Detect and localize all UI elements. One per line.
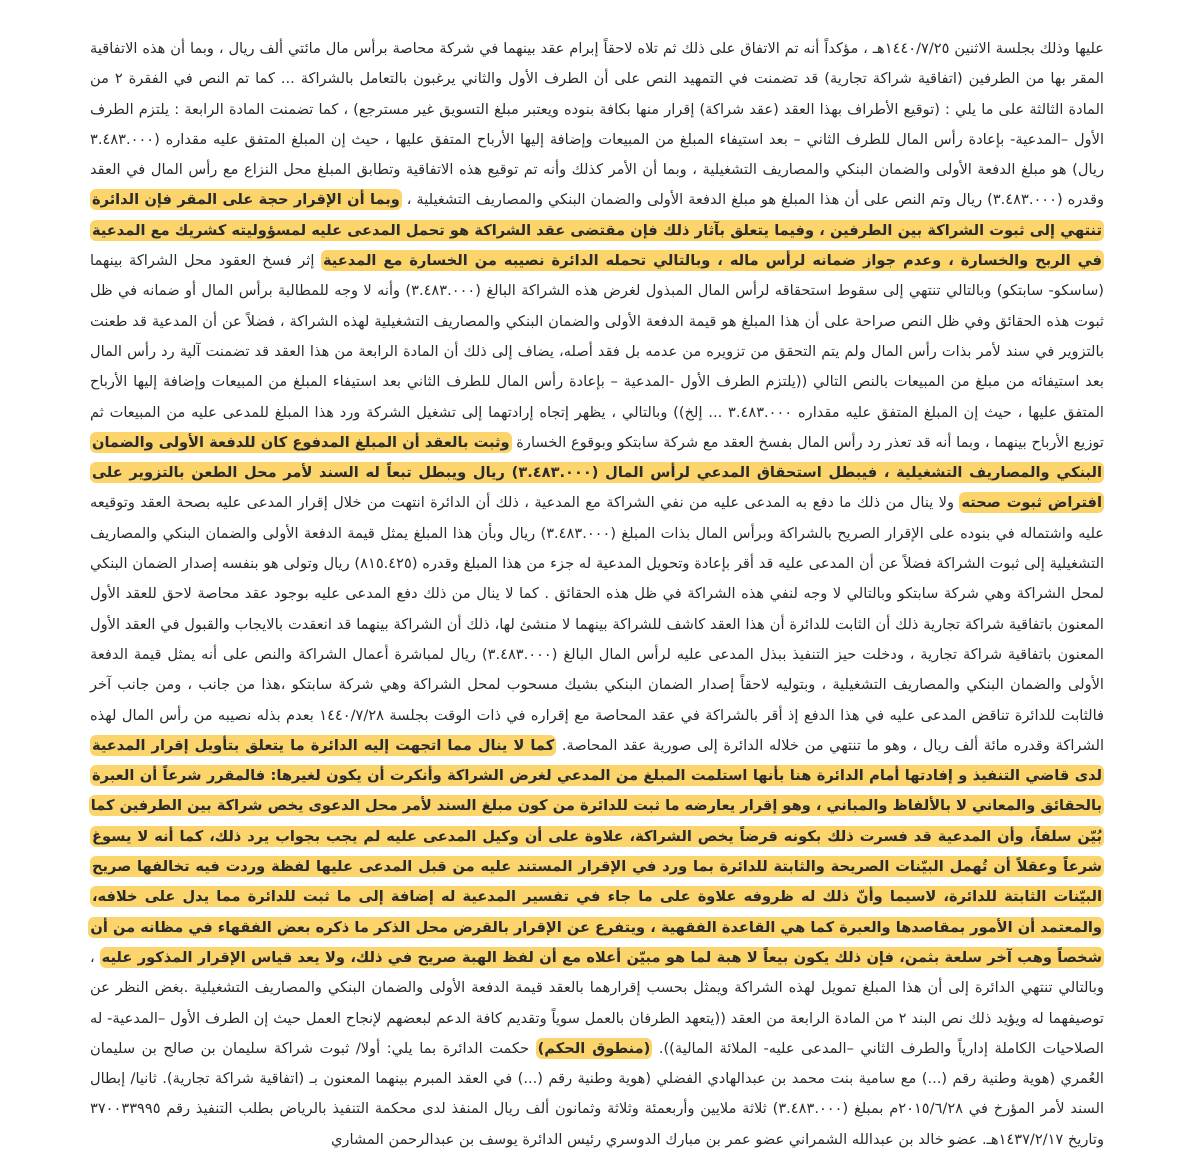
body-text-2: إثر فسخ العقود محل الشراكة بينهما (ساسكو- سابتكو) وبالتالي تنتهي إلى سقوط استحقاقه لرأس المال المبذول لغرض هذه الشراكة البالغ (٣.٤٨٣.٠٠٠) وأنه لا وجه للمطالبة برأس المال أو ضمانه في ظل ثبوت هذه الحقائق وفي ظل النص صراحة على أن هذا المبلغ هو قيمة الدفعة الأولى والضمان البنكي والمصاريف التشغيلية لهذه الشراكة ، فضلاً عن أن المدعية قد طعنت بالتزوير في سند لأمر بذات رأس المال ولم يتم التحقق من تزويره من عدمه بل فقد أصله، يضاف إلى ذلك أن المادة الرابعة من هذا العقد قد تضمنت آلية رد رأس المال بعد استيفائه من مبلغ من المبيعات بالنص التالي ((يلتزم الطرف الأول -المدعية – بإعادة رأس المال للطرف الثاني بعد استيفاء المبلغ من المبيعات وإضافة إليها الأرباح المتفق عليها ، حيث إن المبلغ المتفق عليه مقداره ٣.٤٨٣.٠٠٠ ... إلخ)) وبالتالي ، يظهر إتجاه إرادتهما إلى تشغيل الشركة ورد هذا المبلغ للمدعى عليه من المبيعات ثم توزيع الأرباح بينهما ، وبما أنه قد تعذر رد رأس المال بفسخ العقد مع شركة سابتكو وبوقوع الخسارة	[90, 252, 1104, 451]
body-text-4: ، وبالتالي تنتهي الدائرة إلى أن هذا المبلغ تمويل لهذه الشراكة ويمثل بحسب إقرارهما بالعقد قيمة الدفعة الأولى والضمان البنكي والمصاريف التشغيلية .بغض النظر عن توصيفهما له ويؤيد ذلك نص البند ٢ من المادة الرابعة من العقد ((يتعهد الطرفان بالعمل سوياً وتقديم كافة الدعم لبعضهم لإنجاح العمل حيث إن الطرف الأول –المدعية- له الصلاحيات الكاملة إدارياً والطرف الثاني –المدعى عليه- الملائة المالية)).	[90, 948, 1104, 1057]
body-text-5: حكمت الدائرة بما يلي: أولا/ ثبوت شراكة سليمان بن صالح بن سليمان العُمري (هوية وطنية رقم (...) مع سامية بنت محمد بن عبدالهادي الفضلي (هوية وطنية رقم (...) في العقد المبرم بينهما المعنون بـ (اتفاقية شراكة تجارية). ثانيا/ إبطال السند لأمر المؤرخ في ٢٠١٥/٦/٢٨م بمبلغ (٣.٤٨٣.٠٠٠) ثلاثة ملايين وأربعمئة وثلاثة وثمانون ألف ريال المنفذ لدى محكمة التنفيذ بالرياض بطلب التنفيذ رقم ٣٧٠٠٣٣٩٩٥ وتاريخ ١٤٣٧/٢/١٧هـ. عضو خالد بن عبدالله الشمراني عضو عمر بن مبارك الدوسري رئيس الدائرة يوسف بن عبدالرحمن المشاري	[90, 1039, 1104, 1148]
highlighted-passage-1: وبما أن الإقرار حجة على المقر فإن الدائرة تنتهي إلى ثبوت الشراكة بين الطرفين ، وفيما يتعلق بآثار ذلك فإن مقتضى عقد الشراكة هو تحمل المدعى عليه لمسؤوليته كشريك مع المدعية في الربح والخسارة ، وعدم جواز ضمانه لرأس ماله ، وبالتالي تحمله الدائرة نصيبه من الخسارة مع المدعية	[92, 191, 1102, 270]
highlighted-ruling-heading: (منطوق الحكم)	[537, 1039, 651, 1057]
body-text-3: ولا ينال من ذلك ما دفع به المدعى عليه من نفي الشراكة مع المدعية ، ذلك أن الدائرة انتهت من خلال إقرار المدعى عليه بصحة العقد وتوقيعه عليه واشتماله في بنوده على الإقرار الصريح بالشراكة وبرأس المال بذات المبلغ (٣.٤٨٣.٠٠٠) ريال وبأن هذا المبلغ يمثل قيمة الدفعة الأولى والضمان البنكي والمصاريف التشغيلية إلى ثبوت الشراكة فضلاً عن أن المدعى عليه قد أقر بإعادة وتحويل المدعية له جزء من هذا المبلغ وقدره (٨١٥.٤٢٥) ريال وتولى هو بنفسه إصدار الضمان البنكي لمحل الشراكة وهي شركة سابتكو وبالتالي لا وجه لنفي هذه الشراكة في ظل هذه الحقائق . كما لا ينال من ذلك دفع المدعى عليه بوجود عقد محاصة لاحق للعقد الأول المعنون باتفاقية شراكة تجارية ذلك أن الثابت للدائرة أن هذا العقد كاشف للشراكة بينهما لا منشئ لها، ذلك أن الشراكة بينهما قد انعقدت بالايجاب والقبول في العقد الأول المعنون باتفاقية شراكة تجارية ، ودخلت حيز التنفيذ ببذل المدعى عليه لرأس المال البالغ (٣.٤٨٣.٠٠٠) ريال لمباشرة أعمال الشراكة والنص على أنه يمثل قيمة الدفعة الأولى والضمان البنكي والمصاريف التشغيلية ، وبتوليه لاحقاً إصدار الضمان البنكي بشيك مسحوب لمحل الشراكة وهي شركة سابتكو ،هذا من جانب ، ومن جانب آخر فالثابت للدائرة تناقض المدعى عليه في هذا الدفع إذ أقر بالشراكة في عقد المحاصة مع إقراره في ذات الوقت بجلسة ١٤٤٠/٧/٢٨ بعدم بذله نصيبه من رأس المال لهذه الشراكة وقدره مائة ألف ريال ، وهو ما تنتهي من خلاله الدائرة إلى صورية عقد المحاصة.	[90, 494, 1104, 754]
body-text-1: عليها وذلك بجلسة الاثنين ١٤٤٠/٧/٢٥هـ ، مؤكداً أنه تم الاتفاق على ذلك ثم تلاه لاحقاً إبرام عقد بينهما في شركة محاصة برأس مال مائتي ألف ريال ، وبما أن هذه الاتفاقية المقر بها من الطرفين (اتفاقية شراكة تجارية) قد تضمنت في التمهيد النص على أن الطرف الأول والثاني يرغبون بالتعامل بالشراكة ... كما تم النص في الفقرة ٢ من المادة الثالثة على ما يلي : (توقيع الأطراف بهذا العقد (عقد شراكة) إقرار منها بكافة بنوده ويعتبر مبلغ التسويق غير مسترجع) ، كما تضمنت المادة الرابعة : يلتزم الطرف الأول –المدعية- بإعادة رأس المال للطرف الثاني – بعد استيفاء المبلغ من المبيعات وإضافة إليها الأرباح المتفق عليها ، حيث إن المبلغ المتفق عليه مقداره (٣.٤٨٣.٠٠٠ ريال) هو مبلغ الدفعة الأولى والضمان البنكي والمصاريف التشغيلية ، وبما أن الأمر كذلك وأنه تم توقيع هذه الاتفاقية وتطابق المبلغ محل النزاع مع رأس المال في العقد وقدره (٣.٤٨٣.٠٠٠) ريال وتم النص على أن هذا المبلغ هو مبلغ الدفعة الأولى والضمان البنكي والمصاريف التشغيلية ،	[90, 40, 1104, 209]
judgment-text	[90, 34, 1104, 1155]
highlighted-passage-3: كما لا ينال مما اتجهت إليه الدائرة ما يتعلق بتأويل إقرار المدعية لدى قاضي التنفيذ و إفادتها أمام الدائرة هنا بأنها استلمت المبلغ من المدعي لغرض الشراكة وأنكرت أن يكون لغيرها: فالمقرر شرعاً أن العبرة بالحقائق والمعاني لا بالألفاظ والمباني ، وهو إقرار يعارضه ما ثبت للدائرة من كون مبلغ السند لأمر محل الدعوى يخص شراكة بين الطرفين كما بُيّن سلفاً، وأن المدعية قد فسرت ذلك بكونه قرضاً يخص الشراكة، علاوة على أن وكيل المدعى عليه لم يجب بجواب يرد ذلك، كما أنه لا يسوغ شرعاً وعقلاً أن تُهمل البيّنات الصريحة والثابتة للدائرة بما ورد في الإقرار المستند عليه من قبل المدعى عليها لفظة وردت فيه تخالفها صريح البيّنات الثابتة للدائرة، لاسيما وأنّ ذلك له ظروفه علاوة على ما جاء في تفسير المدعية له إضافة إلى ما ثبت للدائرة مما يدل على خلافه، والمعتمد أن الأمور بمقاصدها والعبرة كما هي القاعدة الفقهية ، ويتفرع عن الإقرار بالقرض محل الذكر ما ذكره بعض الفقهاء في مظانه من أن شخصاً وهب آخر سلعة بثمن، فإن ذلك يكون بيعاً لا هبة لما هو مبيّن أعلاه مع أن لفظ الهبة صريح في ذلك، ولا يعد قياس الإقرار المذكور عليه	[90, 736, 1102, 966]
highlighted-passage-2: وثبت بالعقد أن المبلغ المدفوع كان للدفعة الأولى والضمان البنكي والمصاريف التشغيلية ، فيبطل استحقاق المدعي لرأس المال (٣.٤٨٣.٠٠٠) ريال ويبطل تبعاً له السند لأمر محل الطعن بالتزوير على افتراض ثبوت صحته	[92, 433, 1102, 512]
